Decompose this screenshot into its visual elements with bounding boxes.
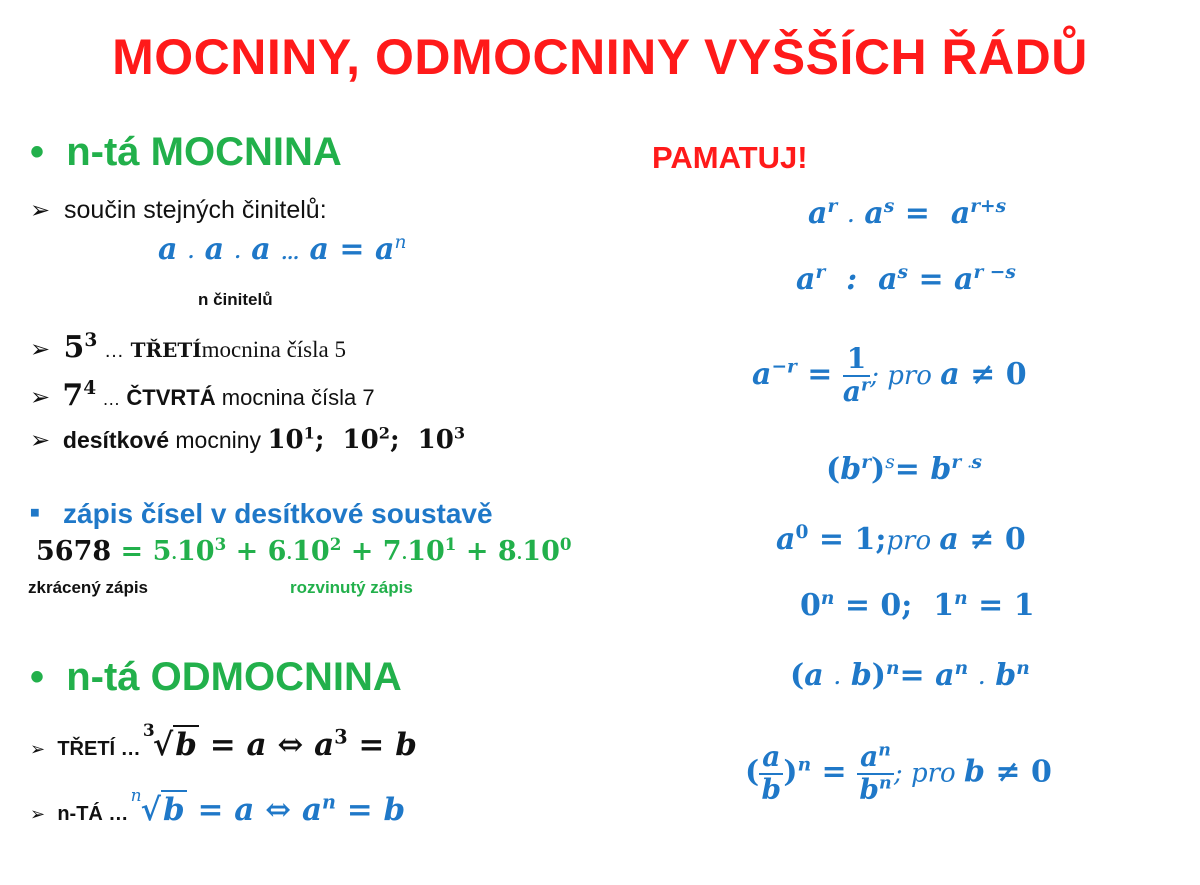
example-2-word: ČTVRTÁ [126,385,216,410]
rule-quotient: $a^r$ : $a^s = a^{r -s}$ [796,261,1016,297]
example-line-2: ➢ $7^4$ … ČTVRTÁ mocnina čísla 7 [30,377,375,413]
for-word: pro [910,758,956,789]
short-notation-label: zkrácený zápis [28,578,149,597]
rule-zero-exponent: $a^0$ = 1;pro a ≠ 0 [776,521,1026,557]
example-1-base: 5 [63,330,85,365]
square-bullet-icon: ■ [30,504,40,522]
power-heading [30,130,342,175]
definition-label: součin stejných činitelů: [64,196,327,224]
remember-heading: PAMATUJ! [652,140,808,175]
example-3-word: desítkové [62,427,169,453]
root-heading [30,655,402,700]
example-2-exp: 4 [83,377,97,399]
root-nth-line: ➢ n-TÁ … n √b = a ⇔ $a^n = b$ [30,786,406,828]
factors-label: n činitelů [198,290,273,309]
example-3-rest: mocniny [175,427,262,453]
example-2-base: 7 [62,378,84,413]
number-value: 5678 [36,536,112,567]
page-title: MOCNINY, ODMOCNINY VYŠŠÍCH ŘÁDŮ [112,29,1088,85]
product-formula: a . a . a … $a = a^n$ [158,231,407,267]
arrow-bullet-icon: ➢ [30,197,51,224]
rule-quotient-power: ( $\frac{a}{b}$ )$^n$ = $\frac{a^n}{b^n}$ ; pro b ≠ 0 [745,740,1052,806]
example-1-rest: mocnina čísla 5 [201,337,346,362]
expanded-notation-label: rozvinutý zápis [290,578,413,597]
root-nth-label: n-TÁ [57,803,103,825]
arrow-bullet-icon: ➢ [30,739,46,759]
rule-zero-one: $0^n = 0$; $1^n = 1$ [800,587,1035,623]
for-word: pro [887,360,932,391]
root-heading-text: n-tá ODMOCNINA [66,655,402,699]
rule-product: $a^r$ . $a^s = a^{r+s}$ [808,195,1007,231]
rule-power-of-power: $(b^r)^s= b^{r .s}$ [826,451,982,487]
expanded-formula: $5678 = 5.10^3 + 6.10^2 + 7.10^1 + 8.10^0$ [36,533,572,567]
definition-line [30,196,327,225]
arrow-bullet-icon: ➢ [30,336,51,363]
rule-negative-exponent: $a^{-r}$ = $\frac{1}{a^r}$ ; pro a ≠ 0 [752,342,1027,408]
decimal-heading [30,498,493,530]
for-word: pro [886,526,932,556]
decimal-heading-text: zápis čísel v desítkové soustavě [63,498,493,529]
bullet-dot: • [30,130,67,174]
example-line-1: ➢ $5^3$ … TŘETÍmocnina čísla 5 [30,329,346,365]
example-2-rest: mocnina čísla 7 [221,385,375,410]
arrow-bullet-icon: ➢ [30,427,51,454]
root-third-label: TŘETÍ [57,738,116,760]
arrow-bullet-icon: ➢ [30,384,51,411]
example-1-word: TŘETÍ [130,338,202,362]
example-1-exp: 3 [84,329,98,351]
root-third-line: ➢ TŘETÍ … 3 √b = a ⇔ $a^3 = b$ [30,721,417,763]
example-line-3: ➢ desítkové mocniny $10^1$; $10^2$; $10^3$ [30,423,466,455]
arrow-bullet-icon: ➢ [30,804,46,824]
rule-product-power: (a . $b)^n= a^n$ . $b^n$ [790,657,1030,693]
bullet-dot: • [30,655,67,699]
power-heading-text: n-tá MOCNINA [66,130,342,174]
